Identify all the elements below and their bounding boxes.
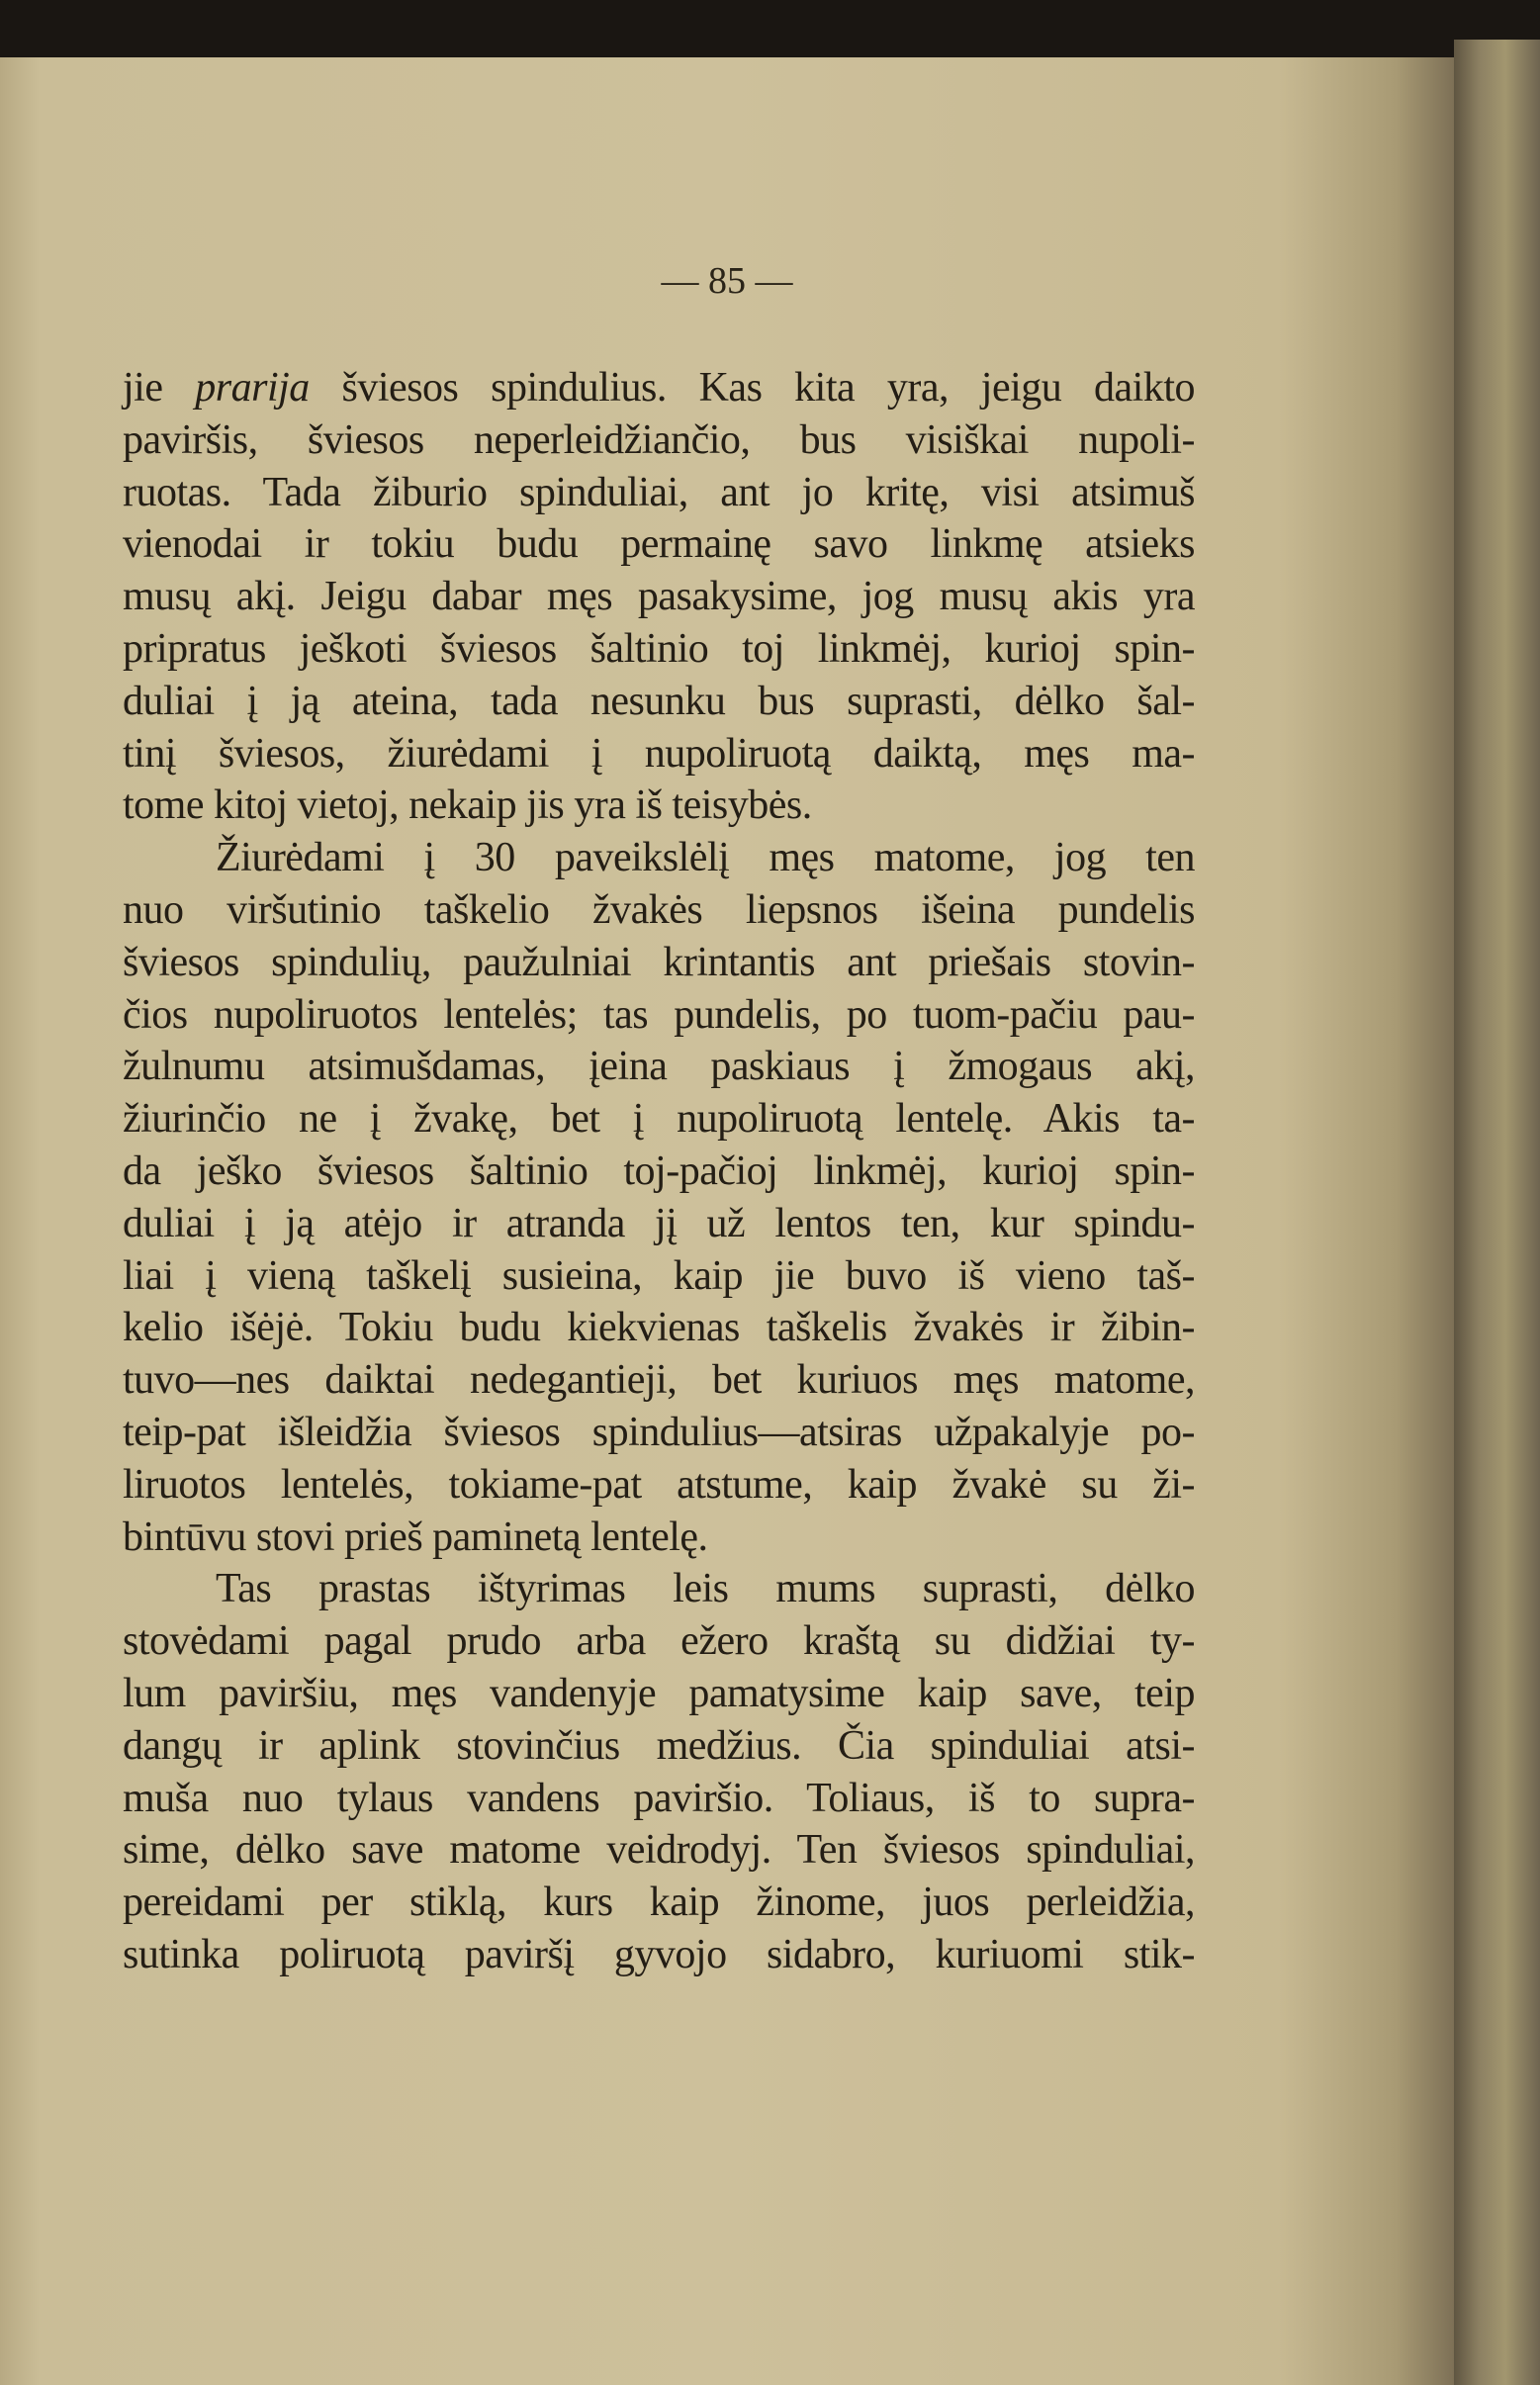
text-line: liruotos lentelės, tokiame-pat atstume, kaip žvakė su ži- [123, 1461, 1195, 1508]
text-line: stovėdami pagal prudo arba ežero kraštą su didžiai ty- [123, 1618, 1195, 1665]
text-line: muša nuo tylaus vandens paviršio. Toliaus, iš to supra- [123, 1775, 1195, 1821]
text-line: žulnumu atsimušdamas, įeina paskiaus į žmogaus akį, [123, 1044, 1195, 1090]
text-line: tome kitoj vietoj, nekaip jis yra iš teisybės. [123, 782, 812, 829]
text-line: sime, dėlko save matome veidrodyj. Ten šviesos spinduliai, [123, 1827, 1195, 1874]
text-line: vienodai ir tokiu budu permainę savo linkmę atsieks [123, 521, 1195, 568]
text-line: sutinka poliruotą paviršį gyvojo sidabro, kuriuomi stik- [123, 1931, 1195, 1977]
text-line: liai į vieną taškelį susieina, kaip jie buvo iš vieno taš- [123, 1252, 1195, 1299]
text-line: žiurinčio ne į žvakę, bet į nupoliruotą lentelę. Akis ta- [123, 1096, 1195, 1143]
text-line: kelio išėjė. Tokiu budu kiekvienas taškelis žvakės ir žibin- [123, 1305, 1195, 1351]
italic-word: prarija [195, 365, 310, 411]
text-line: šviesos spindulių, paužulniai krintantis ant priešais stovin- [123, 939, 1195, 985]
book-binding [1454, 40, 1540, 2385]
page-number: — 85 — [661, 260, 793, 302]
text-line: lum paviršiu, męs vandenyje pamatysime kaip save, teip [123, 1670, 1195, 1716]
text-line: bintūvu stovi prieš paminetą lentelę. [123, 1514, 708, 1560]
text-line: pripratus ješkoti šviesos šaltinio toj linkmėj, kurioj spin- [123, 625, 1195, 672]
text-segment: jie [123, 365, 196, 411]
text-segment: šviesos spindulius. Kas kita yra, jeigu daikto [309, 365, 1195, 411]
text-line: Žiurėdami į 30 paveikslėlį męs matome, jog ten [216, 835, 1195, 881]
text-line: tuvo—nes daiktai nedegantieji, bet kuriuos męs matome, [123, 1357, 1195, 1404]
text-line: čios nupoliruotos lentelės; tas pundelis, po tuom-pačiu pau- [123, 991, 1195, 1038]
text-line: ruotas. Tada žiburio spinduliai, ant jo kritę, visi atsimuš [123, 469, 1195, 515]
text-line: duliai į ją ateina, tada nesunku bus suprasti, dėlko šal- [123, 678, 1195, 724]
text-line [123, 362, 1195, 414]
text-line: dangų ir aplink stovinčius medžius. Čia spinduliai atsi- [123, 1722, 1195, 1769]
text-line: da ješko šviesos šaltinio toj-pačioj linkmėj, kurioj spin- [123, 1147, 1195, 1194]
text-line: pereidami per stiklą, kurs kaip žinome, juos perleidžia, [123, 1880, 1195, 1926]
text-line: musų akį. Jeigu dabar męs pasakysime, jog musų akis yra [123, 574, 1195, 620]
text-line: nuo viršutinio taškelio žvakės liepsnos išeina pundelis [123, 886, 1195, 933]
text-line: tinį šviesos, žiurėdami į nupoliruotą daiktą, męs ma- [123, 730, 1195, 777]
text-line: teip-pat išleidžia šviesos spindulius—atsiras užpakalyje po- [123, 1409, 1195, 1455]
text-line: paviršis, šviesos neperleidžiančio, bus visiškai nupoli- [123, 416, 1195, 463]
body-text [123, 362, 1195, 1981]
text-line: duliai į ją atėjo ir atranda jį už lentos ten, kur spindu- [123, 1200, 1195, 1246]
text-line: Tas prastas ištyrimas leis mums suprasti, dėlko [216, 1566, 1195, 1612]
